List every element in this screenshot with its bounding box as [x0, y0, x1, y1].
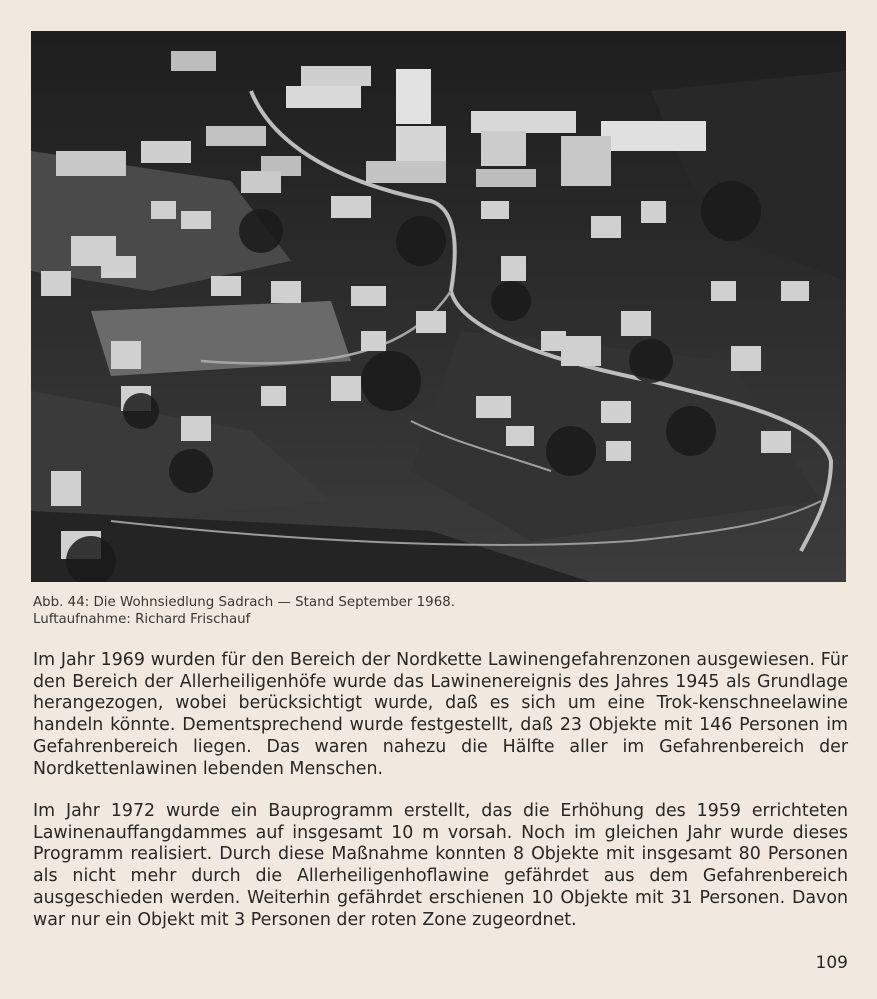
caption-line-1: Abb. 44: Die Wohnsiedlung Sadrach — Stand September 1968.	[33, 595, 455, 610]
paragraph-2: Im Jahr 1972 wurde ein Bauprogramm erstellt, das die Erhöhung des 1959 errichteten Lawinenauffangdammes auf insgesamt 10 m vorsah. Noch im gleichen Jahr wurde dieses Programm realisiert. Durch diese Maßnahme konnten 8 Objekte mit insgesamt 80 Personen als nicht mehr durch die Allerheiligenhoflawine gefährdet aus dem Gefahrenbereich ausgeschieden werden. Weiterhin gefährdet erschienen 10 Objekte mit 31 Personen. Davon war nur ein Objekt mit 3 Personen der roten Zone zugeordnet.	[33, 801, 848, 930]
aerial-photo-illustration	[31, 31, 846, 582]
figure-caption	[33, 594, 833, 628]
aerial-photo	[31, 31, 846, 582]
caption-line-2: Luftaufnahme: Richard Frischauf	[33, 612, 251, 627]
paragraph-1: Im Jahr 1969 wurden für den Bereich der Nordkette Lawinengefahrenzonen ausgewiesen. Für den Bereich der Allerheiligenhöfe wurde das Lawinenereignis des Jahres 1945 als Grundlage herangezogen, wobei berücksichtigt wurde, daß es sich um eine Trok-kenschneelawine handeln könnte. Dementsprechend wurde festgestellt, daß 23 Objekte mit 146 Personen im Gefahrenbereich liegen. Das waren nahezu die Hälfte aller im Gefahrenbereich der Nordkettenlawinen lebenden Menschen.	[33, 650, 848, 779]
page-number: 109	[815, 953, 848, 973]
